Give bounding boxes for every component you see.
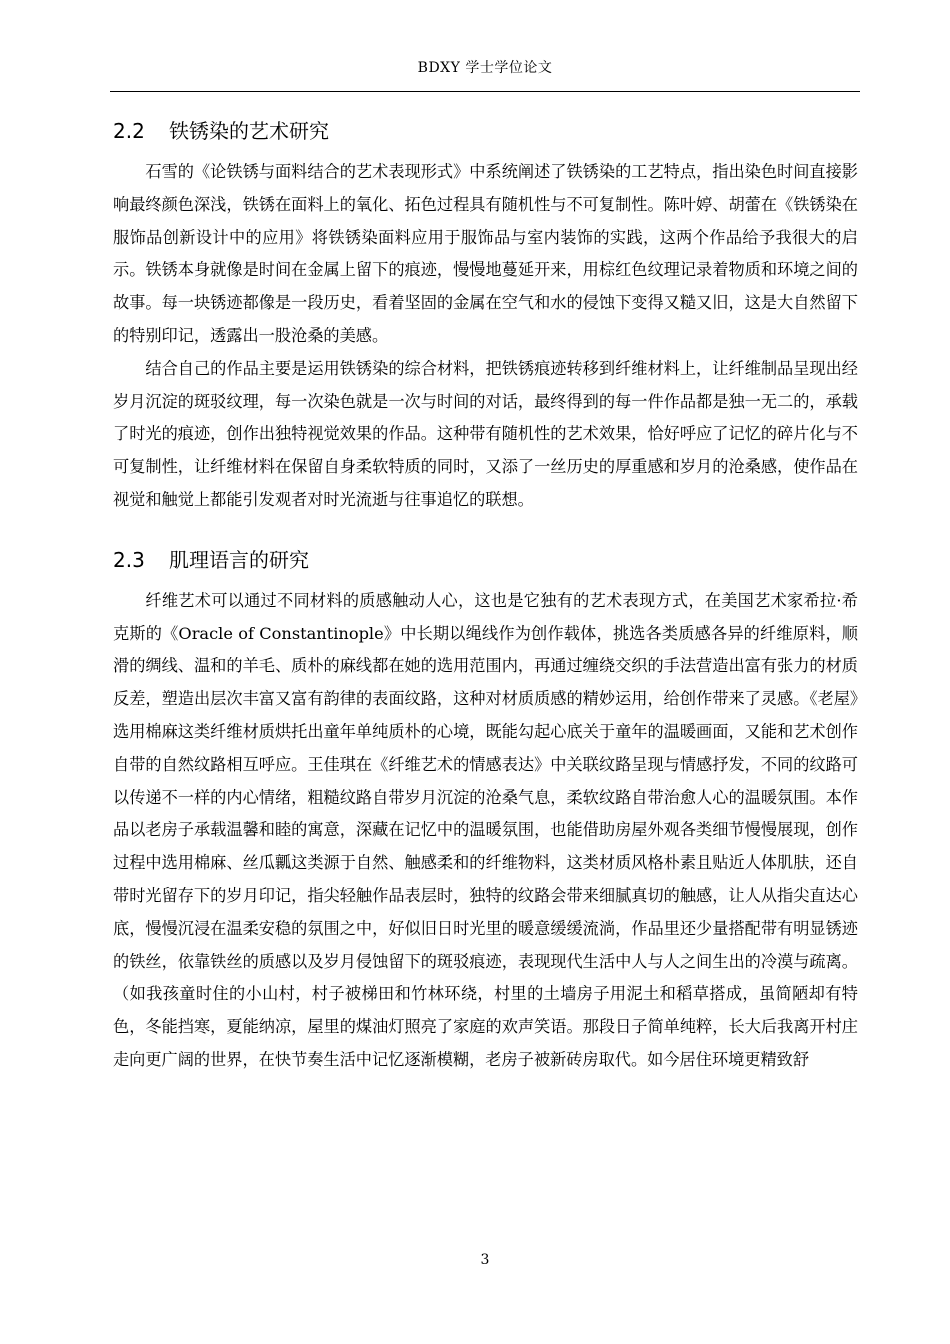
page-number: 3 — [480, 1252, 490, 1268]
section-number: 2.2 — [113, 119, 145, 143]
section-number: 2.3 — [113, 547, 145, 572]
section-gap — [113, 517, 858, 545]
page-body — [113, 116, 858, 1077]
body-paragraph: 纤维艺术可以通过不同材料的质感触动人心，这也是它独有的艺术表现方式，在美国艺术家希拉·希克斯的《Oracle of Constantinople》中长期以绳线作为创作载体，挑选各类质感各异的纤维原料，顺滑的绸线、温和的羊毛、质朴的麻线都在她的选用范围内，再通过缠绕交织的手法营造出富有张力的材质反差，塑造出层次丰富又富有韵律的表面纹路，这种对材质质感的精妙运用，给创作带来了灵感。《老屋》选用棉麻这类纤维材质烘托出童年单纯质朴的心境，既能勾起心底关于童年的温暖画面，又能和艺术创作自带的自然纹路相互呼应。王佳琪在《纤维艺术的情感表达》中关联纹路呈现与情感抒发，不同的纹路可以传递不一样的内心情绪，粗糙纹路自带岁月沉淀的沧桑气息，柔软纹路自带治愈人心的温暖氛围。本作品以老房子承载温馨和睦的寓意，深藏在记忆中的温暖氛围，也能借助房屋外观各类细节慢慢展现，创作过程中选用棉麻、丝瓜瓤这类源于自然、触感柔和的纤维物料，这类材质风格朴素且贴近人体肌肤，还自带时光留存下的岁月印记，指尖轻触作品表层时，独特的纹路会带来细腻真切的触感，让人从指尖直达心底，慢慢沉浸在温柔安稳的氛围之中，好似旧日时光里的暖意缓缓流淌，作品里还少量搭配带有明显锈迹的铁丝，依靠铁丝的质感以及岁月侵蚀留下的斑驳痕迹，表现现代生活中人与人之间生出的冷漠与疏离。（如我孩童时住的小山村，村子被梯田和竹林环绕，村里的土墙房子用泥土和稻草搭成，虽简陋却有特色，冬能挡寒，夏能纳凉，屋里的煤油灯照亮了家庭的欢声笑语。那段日子简单纯粹，长大后我离开村庄走向更广阔的世界，在快节奏生活中记忆逐渐模糊，老房子被新砖房取代。如今居住环境更精致舒 — [113, 590, 858, 1069]
running-header: BDXY 学士学位论文 — [417, 60, 553, 76]
section-title: 铁锈染的艺术研究 — [169, 119, 329, 143]
section-heading-2-3 — [113, 545, 858, 575]
body-paragraph: 石雪的《论铁锈与面料结合的艺术表现形式》中系统阐述了铁锈染的工艺特点，指出染色时间直接影响最终颜色深浅，铁锈在面料上的氧化、拓色过程具有随机性与不可复制性。陈叶婷、胡蕾在《铁锈染在服饰品创新设计中的应用》将铁锈染面料应用于服饰品与室内装饰的实践，这两个作品给予我很大的启示。铁锈本身就像是时间在金属上留下的痕迹，慢慢地蔓延开来，用棕红色纹理记录着物质和环境之间的故事。每一块锈迹都像是一段历史，看着坚固的金属在空气和水的侵蚀下变得又糙又旧，这是大自然留下的特别印记，透露出一股沧桑的美感。 — [113, 162, 858, 345]
section-heading-2-2 — [113, 116, 858, 146]
section-title: 肌理语言的研究 — [169, 547, 309, 572]
header-rule — [110, 91, 860, 92]
body-paragraph: 结合自己的作品主要是运用铁锈染的综合材料，把铁锈痕迹转移到纤维材料上，让纤维制品呈现出经岁月沉淀的斑驳纹理，每一次染色就是一次与时间的对话，最终得到的每一件作品都是独一无二的，承载了时光的痕迹，创作出独特视觉效果的作品。这种带有随机性的艺术效果，恰好呼应了记忆的碎片化与不可复制性，让纤维材料在保留自身柔软特质的同时，又添了一丝历史的厚重感和岁月的沧桑感，使作品在视觉和触觉上都能引发观者对时光流逝与往事追忆的联想。 — [113, 358, 858, 509]
